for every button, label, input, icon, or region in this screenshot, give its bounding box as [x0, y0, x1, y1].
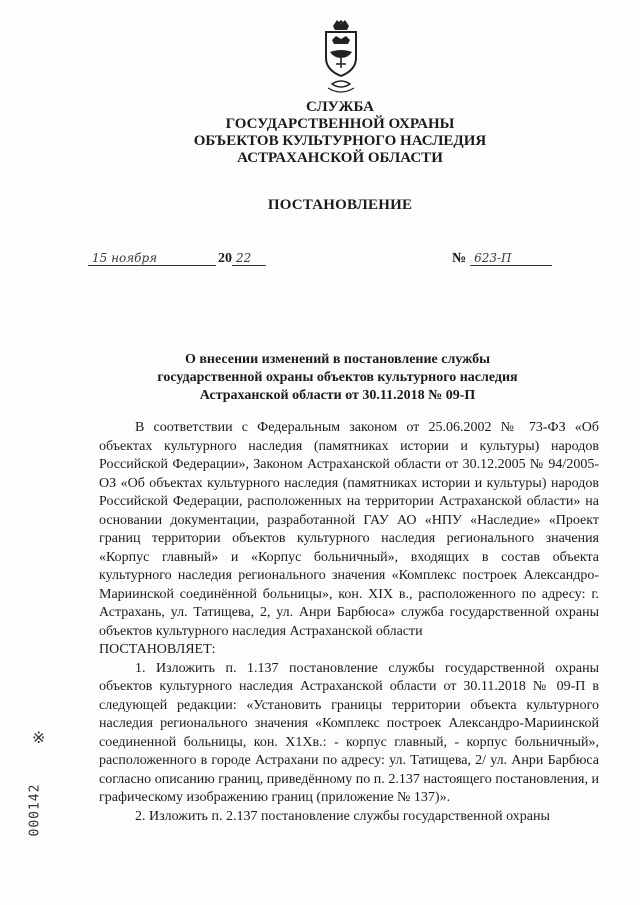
document-type: ПОСТАНОВЛЕНИЕ	[267, 197, 413, 213]
agency-header	[150, 99, 530, 167]
date-field	[88, 251, 266, 267]
document-body	[99, 419, 599, 826]
title-line-2: государственной охраны объектов культурного наследия	[157, 370, 518, 385]
decree-item-1: 1. Изложить п. 1.137 постановление службы государственной охраны объектов культурного наследия Астраханской области от 30.11.2018 № 09-П в следующей редакции: «Установить границы территории объекта культурного наследия регионального значения «Комплекс построек Александро-Мариинской соединенной больницы, кон. Х1Хв.: - корпус главный, - корпус больничный», расположенного в городе Астрахани по адресу: ул. Татищева, 2/ ул. Анри Барбюса согласно описанию границ, приведённому по п. 2.137 настоящего постановления, и графическому изображению границ (приложение № 137)».	[99, 660, 599, 805]
agency-line-1: СЛУЖБА	[305, 99, 375, 115]
title-line-3: Астраханской области от 30.11.2018 № 09-П	[199, 388, 476, 403]
handwritten-date: 15 ноября	[88, 251, 216, 266]
coat-of-arms-emblem	[318, 18, 364, 98]
decree-item-2: 2. Изложить п. 2.137 постановление службы государственной охраны	[135, 808, 550, 824]
preamble-paragraph: В соответствии с Федеральным законом от 25.06.2002 № 73-ФЗ «Об объектах культурного наследия (памятниках истории и культуры) народов Российской Федерации», Законом Астраханской области от 30.12.2005 № 94/2005-ОЗ «Об объектах культурного наследия (памятниках истории и культуры) народов Российской Федерации, расположенных на территории Астраханской области» на основании документации, разработанной ГАУ АО «НПУ «Наследие» «Проект границ территории объектов культурного наследия регионального значения «Корпус главный» и «Корпус больничный», входящих в состав объекта культурного наследия регионального значения «Комплекс построек Александро-Мариинской соединённой больницы», кон. XIX в., расположенного по адресу: г. Астрахань, ул. Татищева, 2, ул. Анри Барбюса» служба государственной охраны объектов культурного наследия Астраханской области	[99, 420, 599, 639]
decree-word: ПОСТАНОВЛЯЕТ:	[99, 642, 216, 657]
handwritten-number: 623-П	[470, 251, 552, 266]
handwritten-year: 22	[232, 251, 266, 266]
title-line-1: О внесении изменений в постановление службы	[184, 352, 491, 367]
stamp-symbol-icon: ※	[32, 728, 46, 747]
stamp-code: 000142	[27, 783, 43, 837]
agency-line-2: ГОСУДАРСТВЕННОЙ ОХРАНЫ	[225, 116, 455, 132]
number-sign: №	[452, 251, 467, 266]
document-number-field	[452, 251, 552, 267]
document-title	[80, 351, 595, 405]
agency-line-3: ОБЪЕКТОВ КУЛЬТУРНОГО НАСЛЕДИЯ	[193, 133, 487, 149]
side-registration-stamp	[25, 728, 55, 838]
year-prefix: 20	[218, 251, 232, 266]
agency-line-4: АСТРАХАНСКОЙ ОБЛАСТИ	[237, 150, 443, 166]
